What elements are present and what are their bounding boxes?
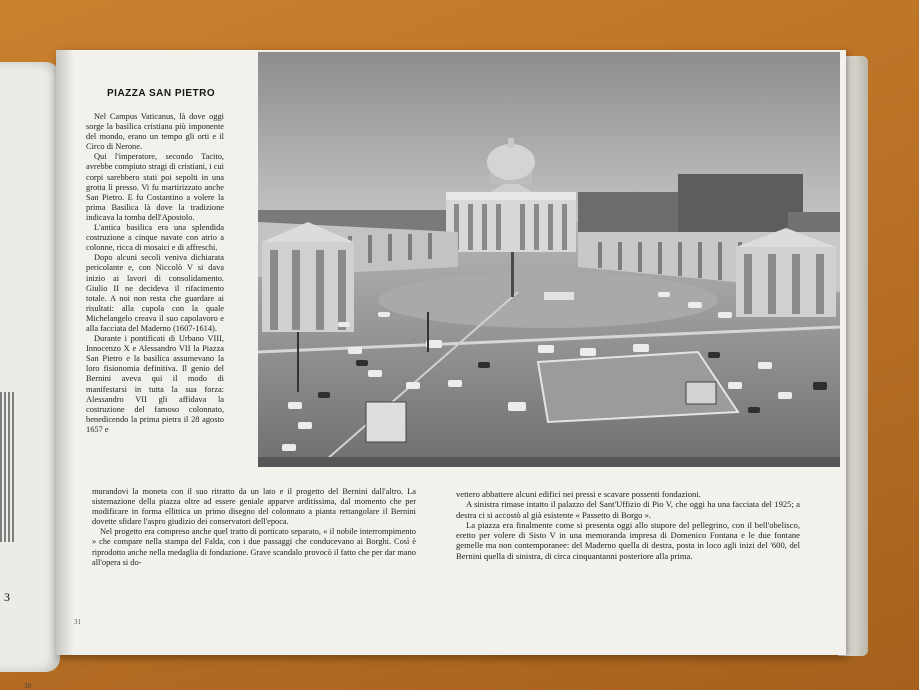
text-column-left [86,112,224,435]
paragraph: A sinistra rimase intatto il palazzo del Sant'Uffizio di Pio V, che oggi ha una facciata del 1925; a destra ci si accostò al già esistente « Passetto di Borgo ». [456,499,800,520]
paragraph: Dopo alcuni secoli veniva dichiarata pericolante e, con Niccolò V si dava inizio ai lavori di consolidamento. Giulio II ne decideva il rifacimento totale. A noi non resta che guardare ai risultati: alla cupola con la quale Michelangelo creava il suo capolavoro e alla facciata del Maderno (1607-1614). [86,253,224,333]
text-column-bottom-left [92,487,416,568]
page-number: 31 [74,618,81,626]
previous-page-image-edge [0,392,14,542]
paragraph: L'antica basilica era una splendida costruzione a cinque navate con atrio a colonne, ricca di mosaici e di affreschi. [86,223,224,253]
page-gutter-shadow [56,50,74,655]
photo-piazza-san-pietro [258,52,840,467]
previous-page [0,62,60,690]
paragraph: La piazza era finalmente come si presenta oggi allo stupore del pellegrino, con il bell'obelisco, eretto per volere di Sisto V in una memoranda impresa di Domenico Fontana e le due fontane gemelle ma non contemporanee: del Maderno quella di destra, posta in loco agli inizi del '600, del Bernini quella di sinistra, di circa cinquantanni posteriore alla prima. [456,519,800,561]
paragraph: Qui l'imperatore, secondo Tacito, avrebbe compiuto stragi di cristiani, i cui corpi sarebbero stati poi sepolti in una grotta lì presso. Vi fu martirizzato anche San Pietro. E fu Costantino a volere la prima Basilica là dove la tradizione indicava la tomba dell'Apostolo. [86,152,224,222]
paragraph: Nel progetto era compreso anche quel tratto di porticato separato, « il nobile interrompimento » che compare nella stampa del Falda, con i due passaggi che conducevano ai Borghi. Così è riprodotto anche nella medaglia di fondazione. Grave scandalo provocò il fatto che per dar mano all'opera si do- [92,527,416,567]
photo-illustration [258,52,840,467]
previous-page-number: 30 [24,682,31,690]
paragraph: murandovi la moneta con il suo ritratto da un lato e il progetto del Bernini dall'altro. La sistemazione della piazza oltre ad essere geniale apparve arditissima, dal momento che per modificare in forma ellittica un primo disegno del colonnato a pianta rettangolare il Bernini dovette sfidare l'aspro giudizio dei conservatori dell'epoca. [92,487,416,527]
text-column-bottom-right [456,489,800,561]
page-title: PIAZZA SAN PIETRO [107,88,216,99]
paragraph: Nel Campus Vaticanus, là dove oggi sorge la basilica cristiana più imponente del mondo, erano un tempo gli orti e il Circo di Nerone. [86,112,224,152]
previous-page-margin-digit: 3 [4,590,10,604]
paragraph: Durante i pontificati di Urbano VIII, Innocenzo X e Alessandro VII la Piazza San Pietro e la basilica assumevano la loro fisionomia definitiva. Il genio del Bernini aveva qui il modo di manifestarsi in tutta la sua forza: Alessandro VII gli affidava la costruzione del famoso colonnato, benedicendo la prima pietra il 28 agosto 1657 e [86,334,224,434]
paragraph: vettero abbattere alcuni edifici nei pressi e scavare possenti fondazioni. [456,489,701,499]
